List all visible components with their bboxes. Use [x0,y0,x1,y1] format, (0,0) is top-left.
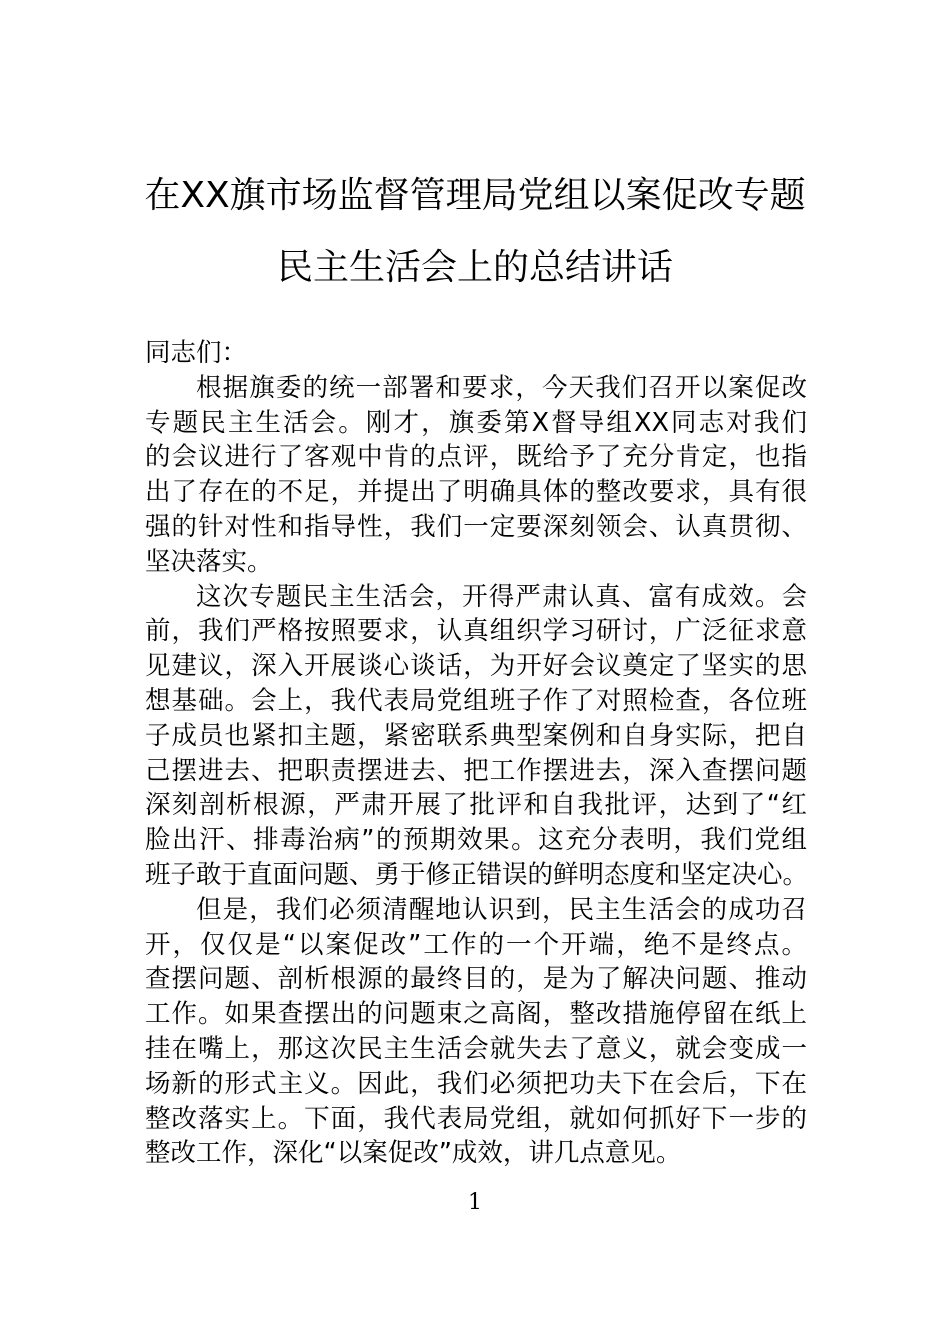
paragraph-line: 出了存在的不足，并提出了明确具体的整改要求，具有很 [145,477,807,508]
paragraph-line: 班子敢于直面问题、勇于修正错误的鲜明态度和坚定决心。 [145,859,809,890]
page-number: 1 [468,1190,482,1215]
paragraph-line: 见建议，深入开展谈心谈话，为开好会议奠定了坚实的思 [145,651,807,682]
paragraph-line: 整改工作，深化“以案促改”成效，讲几点意见。 [145,1138,682,1169]
paragraph-3 [145,893,807,1171]
paragraph-2 [145,580,807,893]
paragraph-line: 的会议进行了客观中肯的点评，既给予了充分肯定，也指 [145,442,807,473]
paragraph-line: 但是，我们必须清醒地认识到，民主生活会的成功召 [196,894,807,925]
paragraph-line: 深刻剖析根源，严肃开展了批评和自我批评，达到了“红 [145,790,807,821]
paragraph-line: 工作。如果查摆出的问题束之高阁，整改措施停留在纸上 [145,999,807,1030]
paragraph-line: 挂在嘴上，那这次民主生活会就失去了意义，就会变成一 [145,1033,807,1064]
document-title-line-2: 民主生活会上的总结讲话 [276,247,673,288]
paragraph-line: 强的针对性和指导性，我们一定要深刻领会、认真贯彻、 [145,511,807,542]
paragraph-line: 这次专题民主生活会，开得严肃认真、富有成效。会 [196,581,807,612]
paragraph-line: 想基础。会上，我代表局党组班子作了对照检查，各位班 [145,685,807,716]
paragraph-line: 整改落实上。下面，我代表局党组，就如何抓好下一步的 [145,1103,807,1134]
paragraph-line: 根据旗委的统一部署和要求，今天我们召开以案促改 [196,372,807,403]
paragraph-1 [145,371,807,580]
paragraph-line: 子成员也紧扣主题，紧密联系典型案例和自身实际，把自 [145,720,807,751]
paragraph-line: 专题民主生活会。刚才，旗委第X督导组XX同志对我们 [145,407,807,438]
paragraph-line: 开，仅仅是“以案促改”工作的一个开端，绝不是终点。 [145,929,807,960]
paragraph-line: 坚决落实。 [145,546,273,577]
document-title-line-1: 在XX旗市场监督管理局党组以案促改专题 [144,175,806,216]
paragraph-line: 查摆问题、剖析根源的最终目的，是为了解决问题、推动 [145,964,807,995]
salutation: 同志们： [145,338,248,368]
paragraph-line: 场新的形式主义。因此，我们必须把功夫下在会后，下在 [145,1068,807,1099]
paragraph-line: 前，我们严格按照要求，认真组织学习研讨，广泛征求意 [145,616,807,647]
paragraph-line: 己摆进去、把职责摆进去、把工作摆进去，深入查摆问题 [145,755,807,786]
paragraph-line: 脸出汗、排毒治病”的预期效果。这充分表明，我们党组 [145,825,807,856]
document-body [145,336,807,1171]
